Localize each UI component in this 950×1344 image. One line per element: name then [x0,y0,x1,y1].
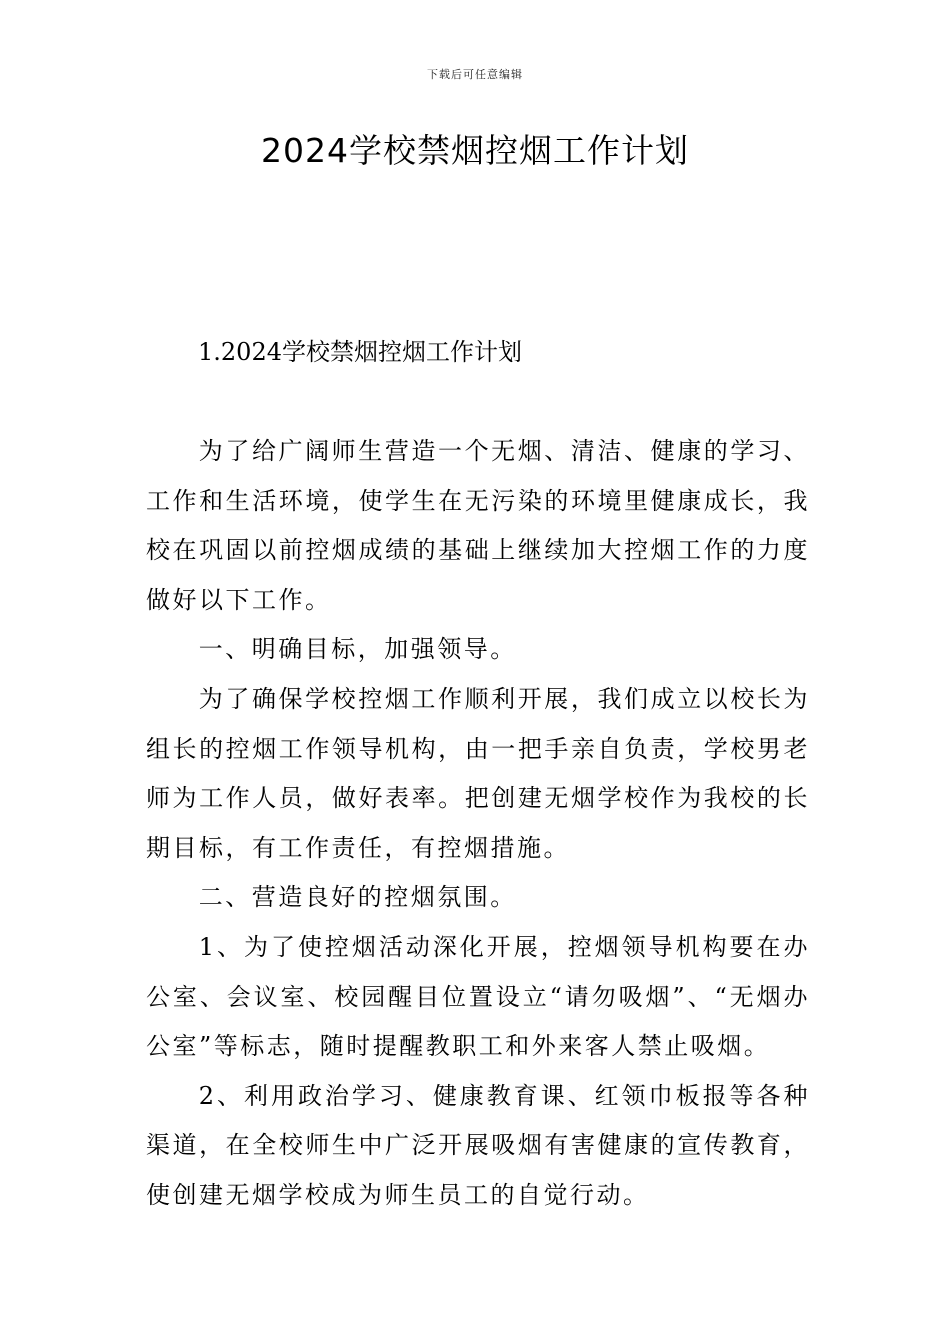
paragraph-intro: 为了给广阔师生营造一个无烟、清洁、健康的学习、工作和生活环境，使学生在无污染的环境里健康成长，我校在巩固以前控烟成绩的基础上继续加大控烟工作的力度做好以下工作。 [146,437,810,614]
paragraph-item-2: 2、利用政治学习、健康教育课、红领巾板报等各种渠道，在全校师生中广泛开展吸烟有害健康的宣传教育，使创建无烟学校成为师生员工的自觉行动。 [146,1081,810,1209]
header-note: 下载后可任意编辑 [427,68,523,81]
document-title: 2024学校禁烟控烟工作计划 [261,131,689,170]
heading-section-1: 一、明确目标，加强领导。 [198,635,517,664]
paragraph-item-1: 1、为了使控烟活动深化开展，控烟领导机构要在办公室、会议室、校园醒目位置设立“请勿吸烟”、“无烟办公室”等标志，随时提醒教职工和外来客人禁止吸烟。 [146,932,810,1061]
heading-section-2: 二、营造良好的控烟氛围。 [198,883,517,912]
section-heading: 1.2024学校禁烟控烟工作计划 [198,338,522,366]
paragraph-leadership: 为了确保学校控烟工作顺利开展，我们成立以校长为组长的控烟工作领导机构，由一把手亲自负责，学校男老师为工作人员，做好表率。把创建无烟学校作为我校的长期目标，有工作责任，有控烟措施。 [146,684,810,862]
document-body [146,427,810,1221]
